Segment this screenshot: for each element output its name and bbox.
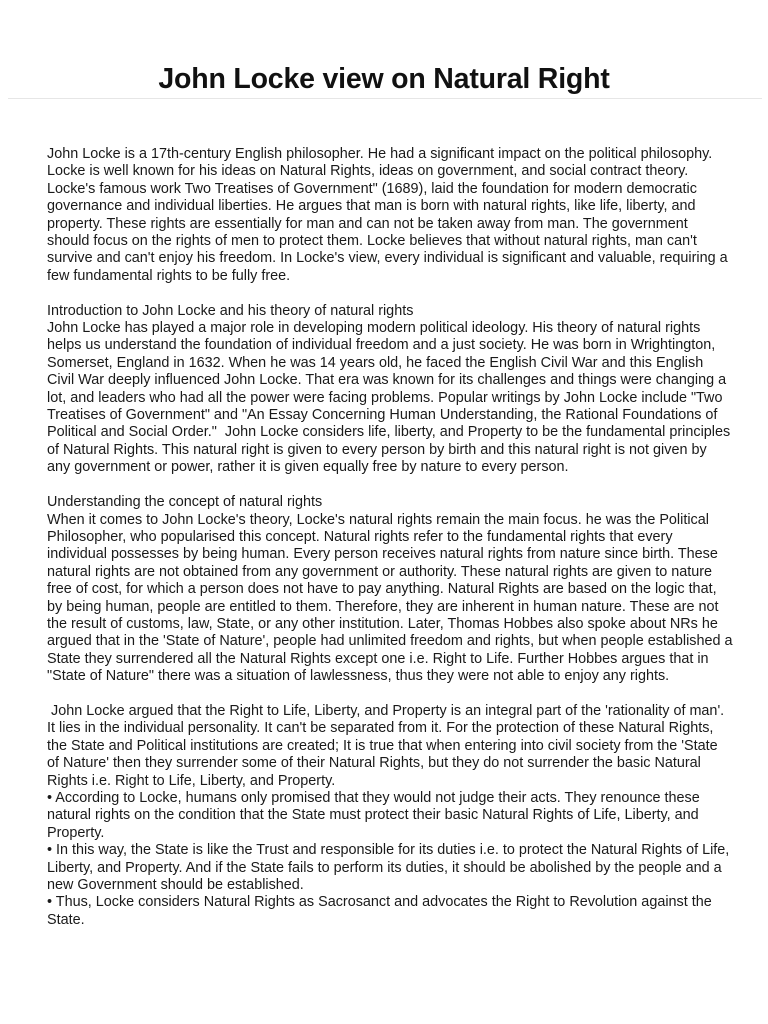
page-title: John Locke view on Natural Right: [158, 63, 610, 96]
title-divider: [8, 98, 762, 99]
document-body: [47, 146, 737, 929]
section-heading-introduction: Introduction to John Locke and his theory of natural rights: [47, 302, 414, 319]
paragraph-spacer: [47, 477, 733, 494]
paragraph-spacer: [47, 686, 733, 703]
bullet-item: • In this way, the State is like the Trust and responsible for its duties i.e. to protect the Natural Rights of Life, Liberty, and Property. And if the State fails to perform its duties, it should be abolished by the people and a new Government should be established.: [47, 842, 734, 894]
paragraph-locke-argument: John Locke argued that the Right to Life, Liberty, and Property is an integral part of the 'rationality of man'. It lies in the individual personality. It can't be separated from it. For the protection of these Natural Rights, the State and Political institutions are created; It is true that when entering into civil society from the 'State of Nature' then they surrender some of their Natural Rights, but they do not surrender the basic Natural Rights i.e. Right to Life, Liberty, and Property.: [47, 702, 729, 789]
section-heading-concept: Understanding the concept of natural rights: [47, 494, 323, 511]
paragraph-concept: When it comes to John Locke's theory, Locke's natural rights remain the main focus. he was the Political Philosopher, who popularised this concept. Natural rights refer to the fundamental rights that every individual possesses by being human. Every person receives natural rights from nature since birth. These natural rights are not obtained from any government or authority. These natural rights are given to nature free of cost, for which a person does not have to pay anything. Natural Rights are based on the logic that, by being human, people are entitled to them. Therefore, they are inherent in human nature. These are not the result of customs, law, State, or any other institution. Later, Thomas Hobbes also spoke about NRs he argued that in the 'State of Nature', people had unlimited freedom and rights, but when people established a State they surrendered all the Natural Rights except one i.e. Right to Life. Further Hobbes argues that in "State of Nature" there was a situation of lawlessness, thus they were not able to enjoy any rights.: [47, 511, 737, 685]
paragraph-introduction: John Locke has played a major role in developing modern political ideology. His theory of natural rights helps us understand the foundation of individual freedom and a just society. He was born in Wrightington, Somerset, England in 1632. When he was 14 years old, he faced the English Civil War and this English Civil War deeply influenced John Locke. That era was known for its challenges and things were changing a lot, and leaders who had all the power were facing problems. Popular writings by John Locke include "Two Treatises of Government" and "An Essay Concerning Human Understanding, the Rational Foundations of Political and Social Order." John Locke considers life, liberty, and Property to be the fundamental principles of Natural Rights. This natural right is given to every person by birth and this natural right is not given by any government or power, rather it is given equally free by nature to every person.: [47, 320, 735, 476]
paragraph-intro: John Locke is a 17th-century English philosopher. He had a significant impact on the political philosophy. Locke is well known for his ideas on Natural Rights, ideas on government, and social contract theory. Locke's famous work Two Treatises of Government" (1689), laid the foundation for modern democratic governance and individual liberties. He argues that man is born with natural rights, like life, liberty, and property. These rights are essentially for man and can not be taken away from man. The government should focus on the rights of men to protect them. Locke believes that without natural rights, man can't survive and can't enjoy his freedom. In Locke's view, every individual is significant and valuable, requiring a few fundamental rights to be fully free.: [47, 146, 732, 284]
bullet-item: • Thus, Locke considers Natural Rights as Sacrosanct and advocates the Right to Revolution against the State.: [47, 894, 716, 928]
bullet-item: • According to Locke, humans only promised that they would not judge their acts. They renounce these natural rights on the condition that the State must protect their basic Natural Rights of Life, Liberty, and Property.: [47, 789, 704, 841]
paragraph-spacer: [47, 285, 733, 302]
